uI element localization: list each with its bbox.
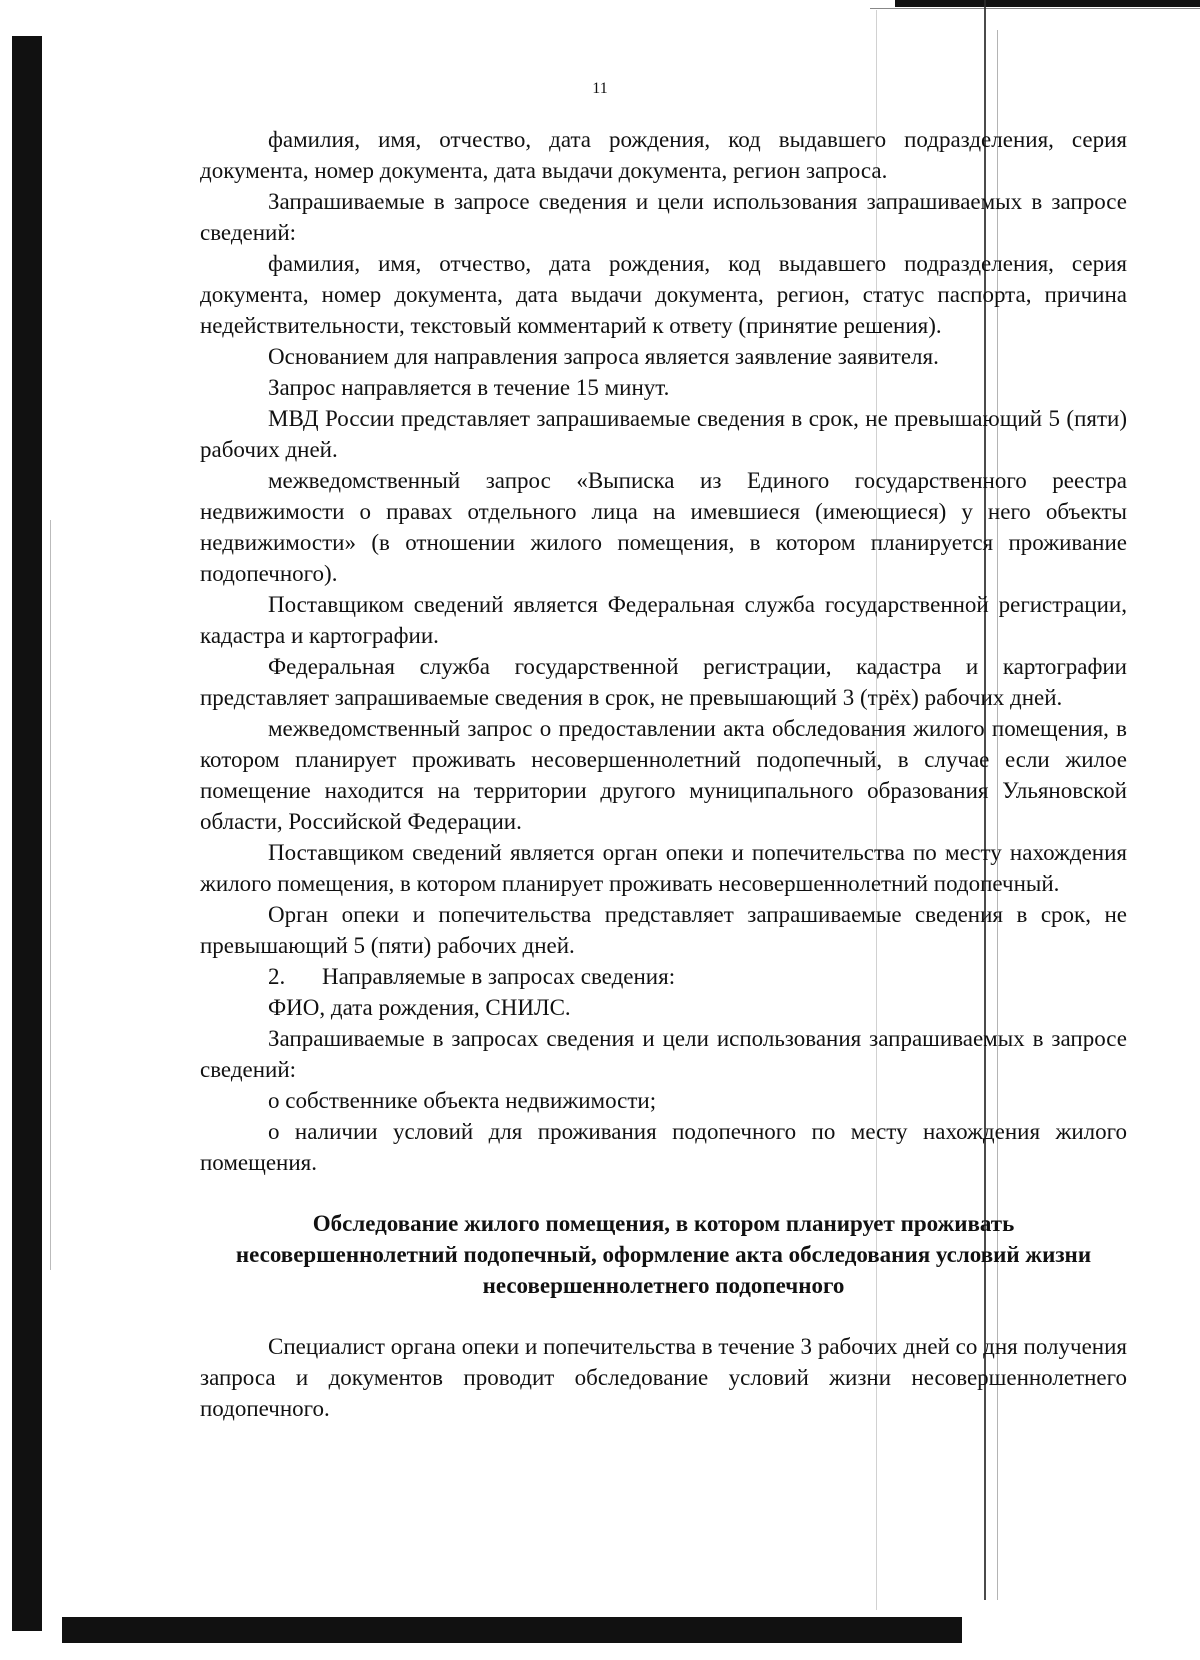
paragraph: фамилия, имя, отчество, дата рождения, код выдавшего подразделения, серия документа, номер документа, дата выдачи документа, регион запроса.	[200, 127, 1127, 183]
scan-edge-left	[12, 36, 42, 1631]
section-heading: Обследование жилого помещения, в котором планирует проживать несовершеннолетний подопечный, оформление акта обследования условий жизни несовершеннолетнего подопечного	[235, 1211, 1092, 1298]
scan-edge-bottom	[62, 1617, 962, 1643]
paragraph: Поставщиком сведений является орган опеки и попечительства по месту нахождения жилого помещения, в котором планирует проживать несовершеннолетний подопечный.	[200, 840, 1127, 896]
document-body	[200, 124, 1127, 1424]
paragraph: Поставщиком сведений является Федеральная служба государственной регистрации, кадастра и картографии.	[200, 592, 1127, 648]
paragraph: Запрашиваемые в запросе сведения и цели использования запрашиваемых в запросе сведений:	[200, 189, 1127, 245]
paragraph: Орган опеки и попечительства представляет запрашиваемые сведения в срок, не превышающий 5 (пяти) рабочих дней.	[200, 902, 1127, 958]
paragraph: ФИО, дата рождения, СНИЛС.	[268, 995, 571, 1020]
item-text: Направляемые в запросах сведения:	[322, 964, 676, 989]
scan-edge-top	[895, 0, 1200, 7]
paragraph: Запрос направляется в течение 15 минут.	[268, 375, 670, 400]
paragraph: Основанием для направления запроса является заявление заявителя.	[268, 344, 939, 369]
scan-line-top	[870, 8, 1200, 9]
paragraph: межведомственный запрос «Выписка из Единого государственного реестра недвижимости о правах отдельного лица на имевшиеся (имеющиеся) у него объекты недвижимости» (в отношении жилого помещения, в котором планируется проживание подопечного).	[200, 468, 1127, 586]
scan-fold-line	[50, 520, 51, 1270]
paragraph: МВД России представляет запрашиваемые сведения в срок, не превышающий 5 (пяти) рабочих дней.	[200, 406, 1127, 462]
paragraph: о собственнике объекта недвижимости;	[268, 1088, 657, 1113]
paragraph: о наличии условий для проживания подопечного по месту нахождения жилого помещения.	[200, 1119, 1127, 1175]
paragraph: Специалист органа опеки и попечительства в течение 3 рабочих дней со дня получения запроса и документов проводит обследование условий жизни несовершеннолетнего подопечного.	[200, 1334, 1127, 1421]
item-number: 2.	[268, 964, 286, 989]
paragraph: фамилия, имя, отчество, дата рождения, код выдавшего подразделения, серия документа, номер документа, дата выдачи документа, регион, статус паспорта, причина недействительности, текстовый комментарий к ответу (принятие решения).	[200, 251, 1127, 338]
page-number: 11	[592, 80, 608, 97]
paragraph: Запрашиваемые в запросах сведения и цели использования запрашиваемых в запросе сведений:	[200, 1026, 1127, 1082]
paragraph: Федеральная служба государственной регистрации, кадастра и картографии представляет запрашиваемые сведения в срок, не превышающий 3 (трёх) рабочих дней.	[200, 654, 1127, 710]
numbered-item	[200, 961, 1127, 992]
paragraph: межведомственный запрос о предоставлении акта обследования жилого помещения, в котором планирует проживать несовершеннолетний подопечный, в случае если жилое помещение находится на территории другого муниципального образования Ульяновской области, Российской Федерации.	[200, 716, 1127, 834]
